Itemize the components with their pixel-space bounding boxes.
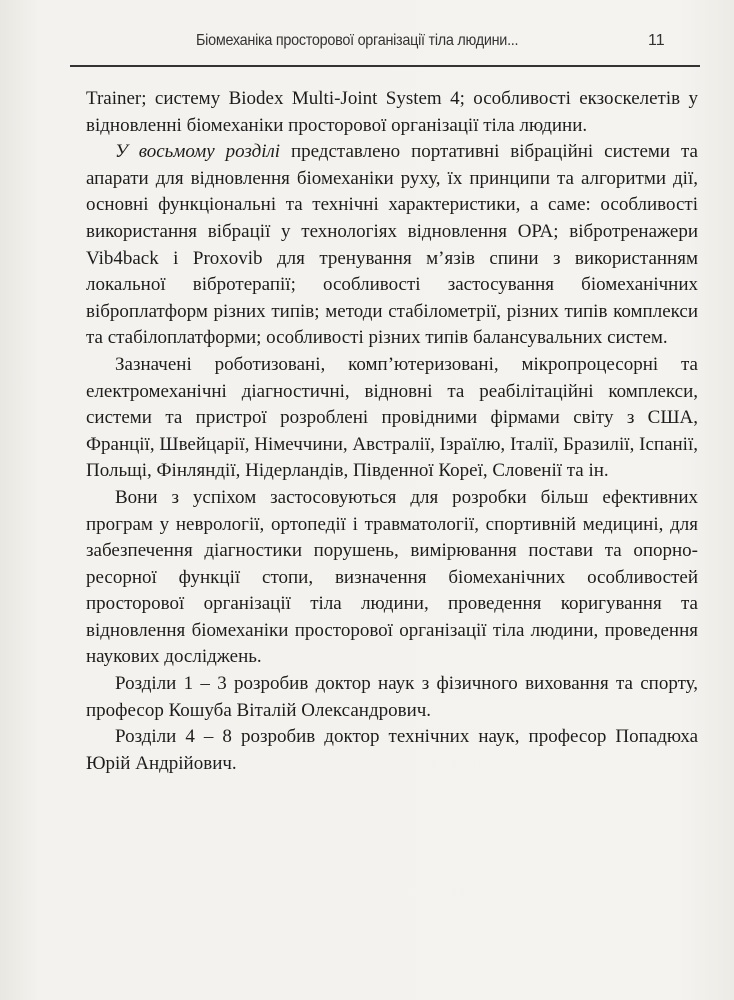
paragraph bbox=[86, 139, 698, 352]
body-text bbox=[86, 86, 698, 777]
text-line: основні функціональні та технічні характеристики, а саме: особливості bbox=[86, 194, 698, 216]
paragraph bbox=[86, 352, 698, 485]
header-rule bbox=[70, 65, 700, 67]
running-header bbox=[0, 30, 734, 54]
text-line: програм у неврології, ортопедії і травматології, спортивній медицині, для bbox=[86, 513, 698, 535]
text-line: Trainer; систему Biodex Multi-Joint System 4; особливості екзоскелетів у bbox=[86, 88, 698, 109]
text-line: Зазначені роботизовані, комп’ютеризовані, мікропроцесорні та bbox=[115, 353, 698, 375]
paragraph bbox=[86, 724, 698, 777]
text-line: та стабілоплатформи; особливості різних типів балансувальних систем. bbox=[86, 327, 668, 349]
text-line: використання вібрації у технологіях відновлення ОРА; вібротренажери bbox=[86, 220, 698, 242]
text-line: Розділи 4 – 8 розробив доктор технічних наук, професор Попадюха bbox=[115, 726, 698, 748]
italic-lead: У восьмому розділі bbox=[115, 141, 281, 163]
text-line-rest: представлено портативні вібраційні системи та bbox=[280, 141, 698, 163]
text-line: Вони з успіхом застосовуються для розробки більш ефективних bbox=[115, 486, 698, 508]
text-line bbox=[86, 139, 698, 166]
text-line: професор Кошуба Віталій Олександрович. bbox=[86, 699, 432, 721]
text-line: віброплатформ різних типів; методи стабілометрії, різних типів комплекси bbox=[86, 300, 698, 322]
text-line: Vib4back і Proxovib для тренування м’язів спини з використанням bbox=[86, 247, 698, 269]
text-line: апарати для відновлення біомеханіки руху, їх принципи та алгоритми дії, bbox=[86, 167, 698, 189]
text-line: Розділи 1 – 3 розробив доктор наук з фізичного виховання та спорту, bbox=[115, 673, 698, 695]
text-line: ресорної функції стопи, визначення біомеханічних особливостей bbox=[86, 566, 698, 588]
text-line: наукових досліджень. bbox=[86, 646, 262, 668]
paragraph bbox=[86, 86, 698, 139]
page-number: 11 bbox=[648, 32, 665, 49]
text-line: Юрій Андрійович. bbox=[86, 752, 237, 774]
text-line: Польщі, Фінляндії, Нідерландів, Південної Кореї, Словенії та ін. bbox=[86, 460, 609, 482]
running-title: Біомеханіка просторової організації тіла людини... bbox=[196, 32, 519, 49]
text-line: Франції, Швейцарії, Німеччини, Австралії, Ізраїлю, Італії, Бразилії, Іспанії, bbox=[86, 433, 698, 455]
text-line: системи та пристрої розроблені провідними фірмами світу з США, bbox=[86, 407, 698, 429]
paragraph bbox=[86, 485, 698, 671]
paragraph bbox=[86, 671, 698, 724]
text-line: просторової організації тіла людини, проведення коригування та bbox=[86, 593, 698, 615]
text-line: локальної вібротерапії; особливості застосування біомеханічних bbox=[86, 274, 698, 296]
text-line: відновленні біомеханіки просторової організації тіла людини. bbox=[86, 114, 588, 136]
text-line: відновлення біомеханіки просторової організації тіла людини, проведення bbox=[86, 619, 698, 641]
text-line: електромеханічні діагностичні, відновні та реабілітаційні комплекси, bbox=[86, 380, 698, 402]
text-line: забезпечення діагностики порушень, вимірювання постави та опорно- bbox=[86, 540, 698, 562]
